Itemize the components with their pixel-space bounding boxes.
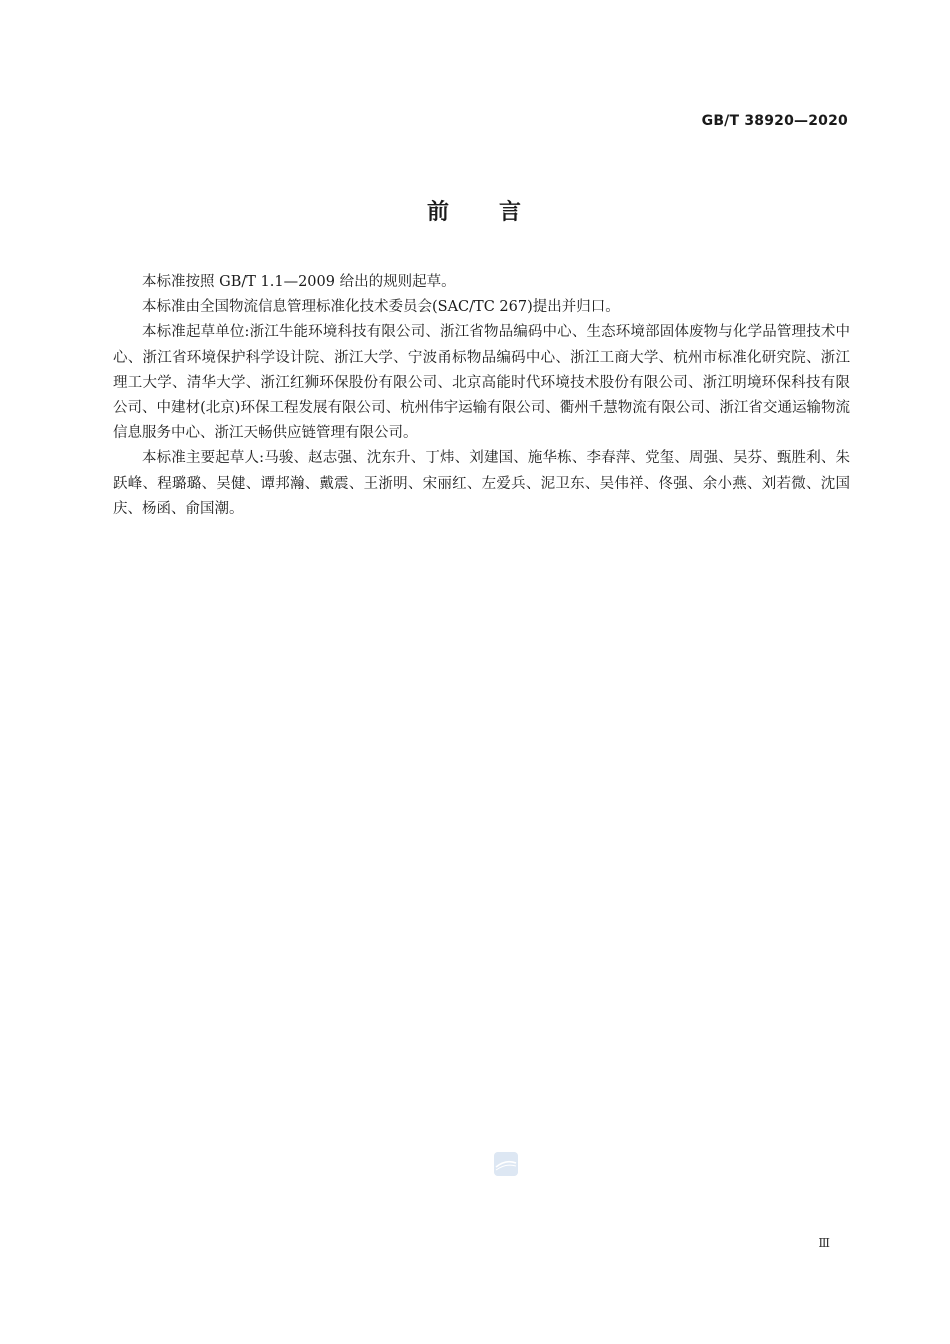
foreword-body	[113, 270, 850, 522]
sac-logo-icon	[494, 1152, 518, 1176]
standard-code: GB/T 38920—2020	[701, 113, 848, 129]
paragraph-drafters: 本标准主要起草人:马骏、赵志强、沈东升、丁炜、刘建国、施华栋、李春萍、党玺、周强、吴芬、甄胜利、朱跃峰、程璐璐、吴健、谭邦瀚、戴震、王浙明、宋丽红、左爱兵、泥卫东、吴伟祥、佟强、余小燕、刘若微、沈国庆、杨函、俞国潮。	[113, 450, 850, 517]
page-number: Ⅲ	[818, 1236, 830, 1250]
paragraph-proposer: 本标准由全国物流信息管理标准化技术委员会(SAC/TC 267)提出并归口。	[142, 299, 620, 316]
paragraph-drafting-units: 本标准起草单位:浙江牛能环境科技有限公司、浙江省物品编码中心、生态环境部固体废物与化学品管理技术中心、浙江省环境保护科学设计院、浙江大学、宁波甬标物品编码中心、浙江工商大学、杭州市标准化研究院、浙江理工大学、清华大学、浙江红狮环保股份有限公司、北京高能时代环境技术股份有限公司、浙江明境环保科技有限公司、中建材(北京)环保工程发展有限公司、杭州伟宇运输有限公司、衢州千慧物流有限公司、浙江省交通运输物流信息服务中心、浙江天畅供应链管理有限公司。	[113, 324, 850, 442]
paragraph-drafting-rules: 本标准按照 GB/T 1.1—2009 给出的规则起草。	[142, 274, 456, 290]
page-title: 前 言	[426, 200, 523, 225]
